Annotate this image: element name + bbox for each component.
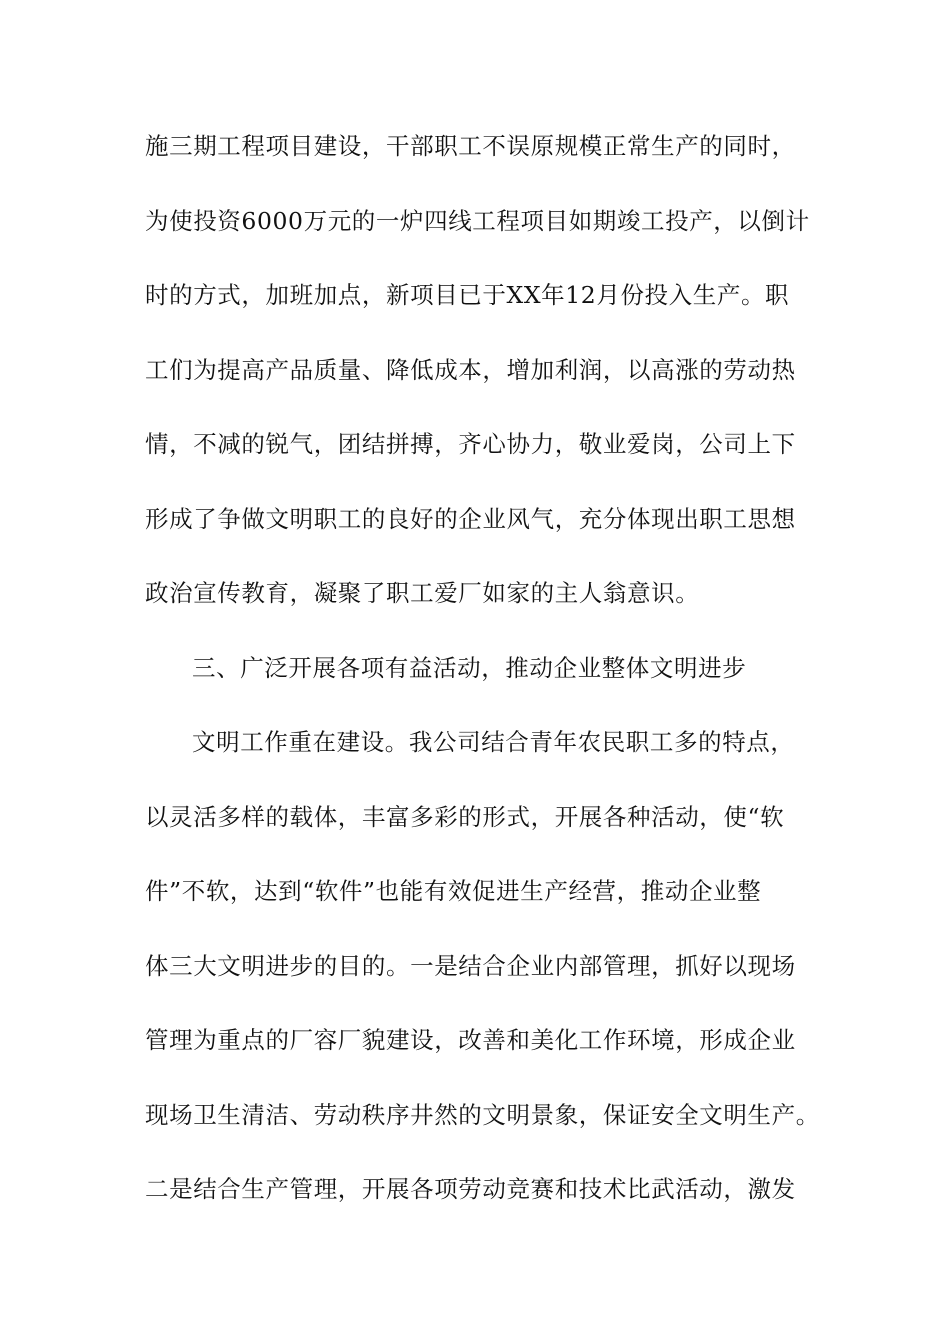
text-line: 情，不减的锐气，团结拼搏，齐心协力，敬业爱岗，公司上下 xyxy=(145,430,796,458)
text-line: 时的方式，加班加点，新项目已于XX年12月份投入生产。职 xyxy=(145,281,790,309)
text-line: 施三期工程项目建设，干部职工不误原规模正常生产的同时， xyxy=(145,132,796,160)
text-line: 现场卫生清洁、劳动秩序井然的文明景象，保证安全文明生产。 xyxy=(145,1100,820,1129)
section-heading: 三、广泛开展各项有益活动，推动企业整体文明进步 xyxy=(192,653,747,682)
text-line: 管理为重点的厂容厂貌建设，改善和美化工作环境，形成企业 xyxy=(145,1026,796,1054)
text-line: 二是结合生产管理，开展各项劳动竞赛和技术比武活动，激发 xyxy=(145,1175,796,1203)
body-text xyxy=(145,130,825,1248)
text-line: 体三大文明进步的目的。一是结合企业内部管理，抓好以现场 xyxy=(145,951,796,980)
text-line: 形成了争做文明职工的良好的企业风气，充分体现出职工思想 xyxy=(145,504,796,533)
text-line: 为使投资6000万元的一炉四线工程项目如期竣工投产，以倒计 xyxy=(145,206,810,235)
text-line: 以灵活多样的载体，丰富多彩的形式，开展各种活动，使“软 xyxy=(145,802,785,831)
text-line: 政治宣传教育，凝聚了职工爱厂如家的主人翁意识。 xyxy=(145,579,700,607)
text-line: 工们为提高产品质量、降低成本，增加利润，以高涨的劳动热 xyxy=(145,355,796,384)
text-line: 文明工作重在建设。我公司结合青年农民职工多的特点， xyxy=(192,728,795,756)
text-line: 件”不软，达到“软件”也能有效促进生产经营，推动企业整 xyxy=(145,877,762,905)
